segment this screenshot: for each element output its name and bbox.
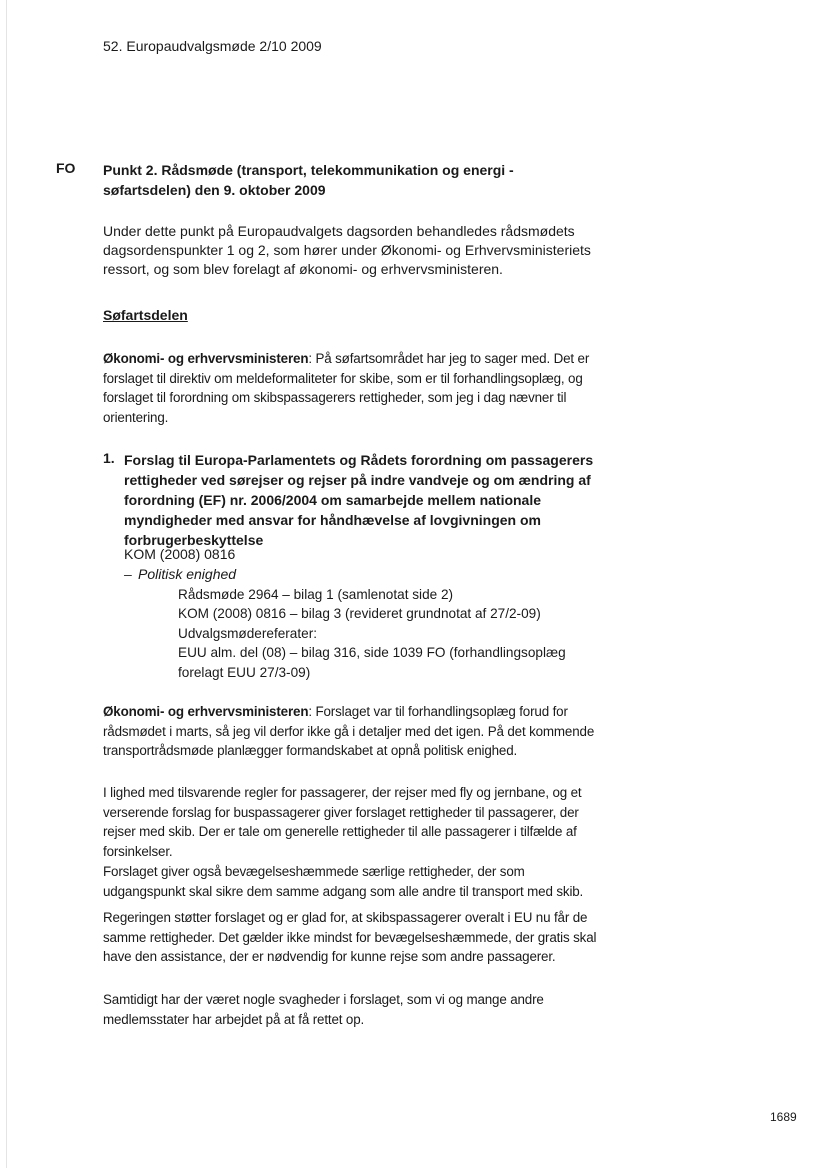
- reference-line: Rådsmøde 2964 – bilag 1 (samlenotat side 2): [178, 587, 454, 602]
- reference-line: EUU alm. del (08) – bilag 316, side 1039 FO (forhandlingsoplæg forelagt EUU 27/3-09): [178, 645, 566, 680]
- reference-line: KOM (2008) 0816 – bilag 3 (revideret grundnotat af 27/2-09): [178, 606, 541, 622]
- paragraph-1: [103, 349, 598, 427]
- section-heading: Søfartsdelen: [103, 307, 188, 323]
- item-status: [124, 566, 236, 582]
- item-references: [178, 585, 598, 682]
- agenda-label: FO: [56, 160, 76, 176]
- paragraph-1-text: : På søfartsområdet har jeg to sager med. Det er forslaget til direktiv om meldeformaliteter for skibe, som er til forhandlingsoplæg, og forslaget til forordning om skibspassagerers rettigheder, som jeg i dag nævner til orientering.: [103, 351, 590, 425]
- speaker-name: Økonomi- og erhvervsministeren: [103, 351, 309, 366]
- agenda-intro: Under dette punkt på Europaudvalgets dagsorden behandledes rådsmødets dagsordenspunkter 1 og 2, som hører under Økonomi- og Erhvervsministeriets ressort, og som blev forelagt af økonomi- og erhvervsministeren.: [103, 223, 591, 277]
- status-dash: –: [124, 566, 132, 582]
- paragraph-5: Regeringen støtter forslaget og er glad for, at skibspassagerer overalt i EU nu får de samme rettigheder. Det gælder ikke mindst for bevægelseshæmmede, der gratis skal have den assistance, der er nødvendig for kunne rejse som andre passagerer.: [103, 910, 597, 964]
- page-number: 1689: [770, 1110, 797, 1124]
- reference-line: Udvalgsmødereferater:: [178, 625, 318, 641]
- paragraph-2: [103, 702, 598, 761]
- speaker-name: Økonomi- og erhvervsministeren: [103, 704, 309, 719]
- status-text: Politisk enighed: [138, 566, 237, 582]
- paragraph-2-text: : Forslaget var til forhandlingsoplæg forud for rådsmødet i marts, så jeg vil derfor ikke gå i detaljer med det igen. På det kommende transportrådsmøde planlægger formandskabet at opnå politisk enighed.: [103, 704, 595, 758]
- item-kom: KOM (2008) 0816: [124, 546, 236, 562]
- agenda-title: Punkt 2. Rådsmøde (transport, telekommunikation og energi - søfartsdelen) den 9. oktober 2009: [103, 162, 514, 198]
- paragraph-6: Samtidigt har der været nogle svagheder i forslaget, som vi og mange andre medlemsstater har arbejdet på at få rettet op.: [103, 992, 544, 1027]
- paragraph-4: Forslaget giver også bevægelseshæmmede særlige rettigheder, der som udgangspunkt skal sikre dem samme adgang som alle andre til transport med skib.: [103, 864, 584, 899]
- page-header: 52. Europaudvalgsmøde 2/10 2009: [103, 38, 322, 54]
- item-number: 1.: [103, 450, 115, 466]
- scan-edge: [6, 0, 7, 1168]
- item-title: Forslag til Europa-Parlamentets og Rådets forordning om passagerers rettigheder ved sørejser og rejser på indre vandveje og om ændring af forordning (EF) nr. 2006/2004 om samarbejde mellem nationale myndigheder med ansvar for håndhævelse af lovgivningen om forbrugerbeskyttelse: [124, 452, 594, 548]
- paragraph-3: I lighed med tilsvarende regler for passagerer, der rejser med fly og jernbane, og et verserende forslag for buspassagerer giver forslaget rettigheder til passagerer, der rejser med skib. Der er tale om generelle rettigheder til alle passagerer i tilfælde af forsinkelser.: [103, 785, 582, 859]
